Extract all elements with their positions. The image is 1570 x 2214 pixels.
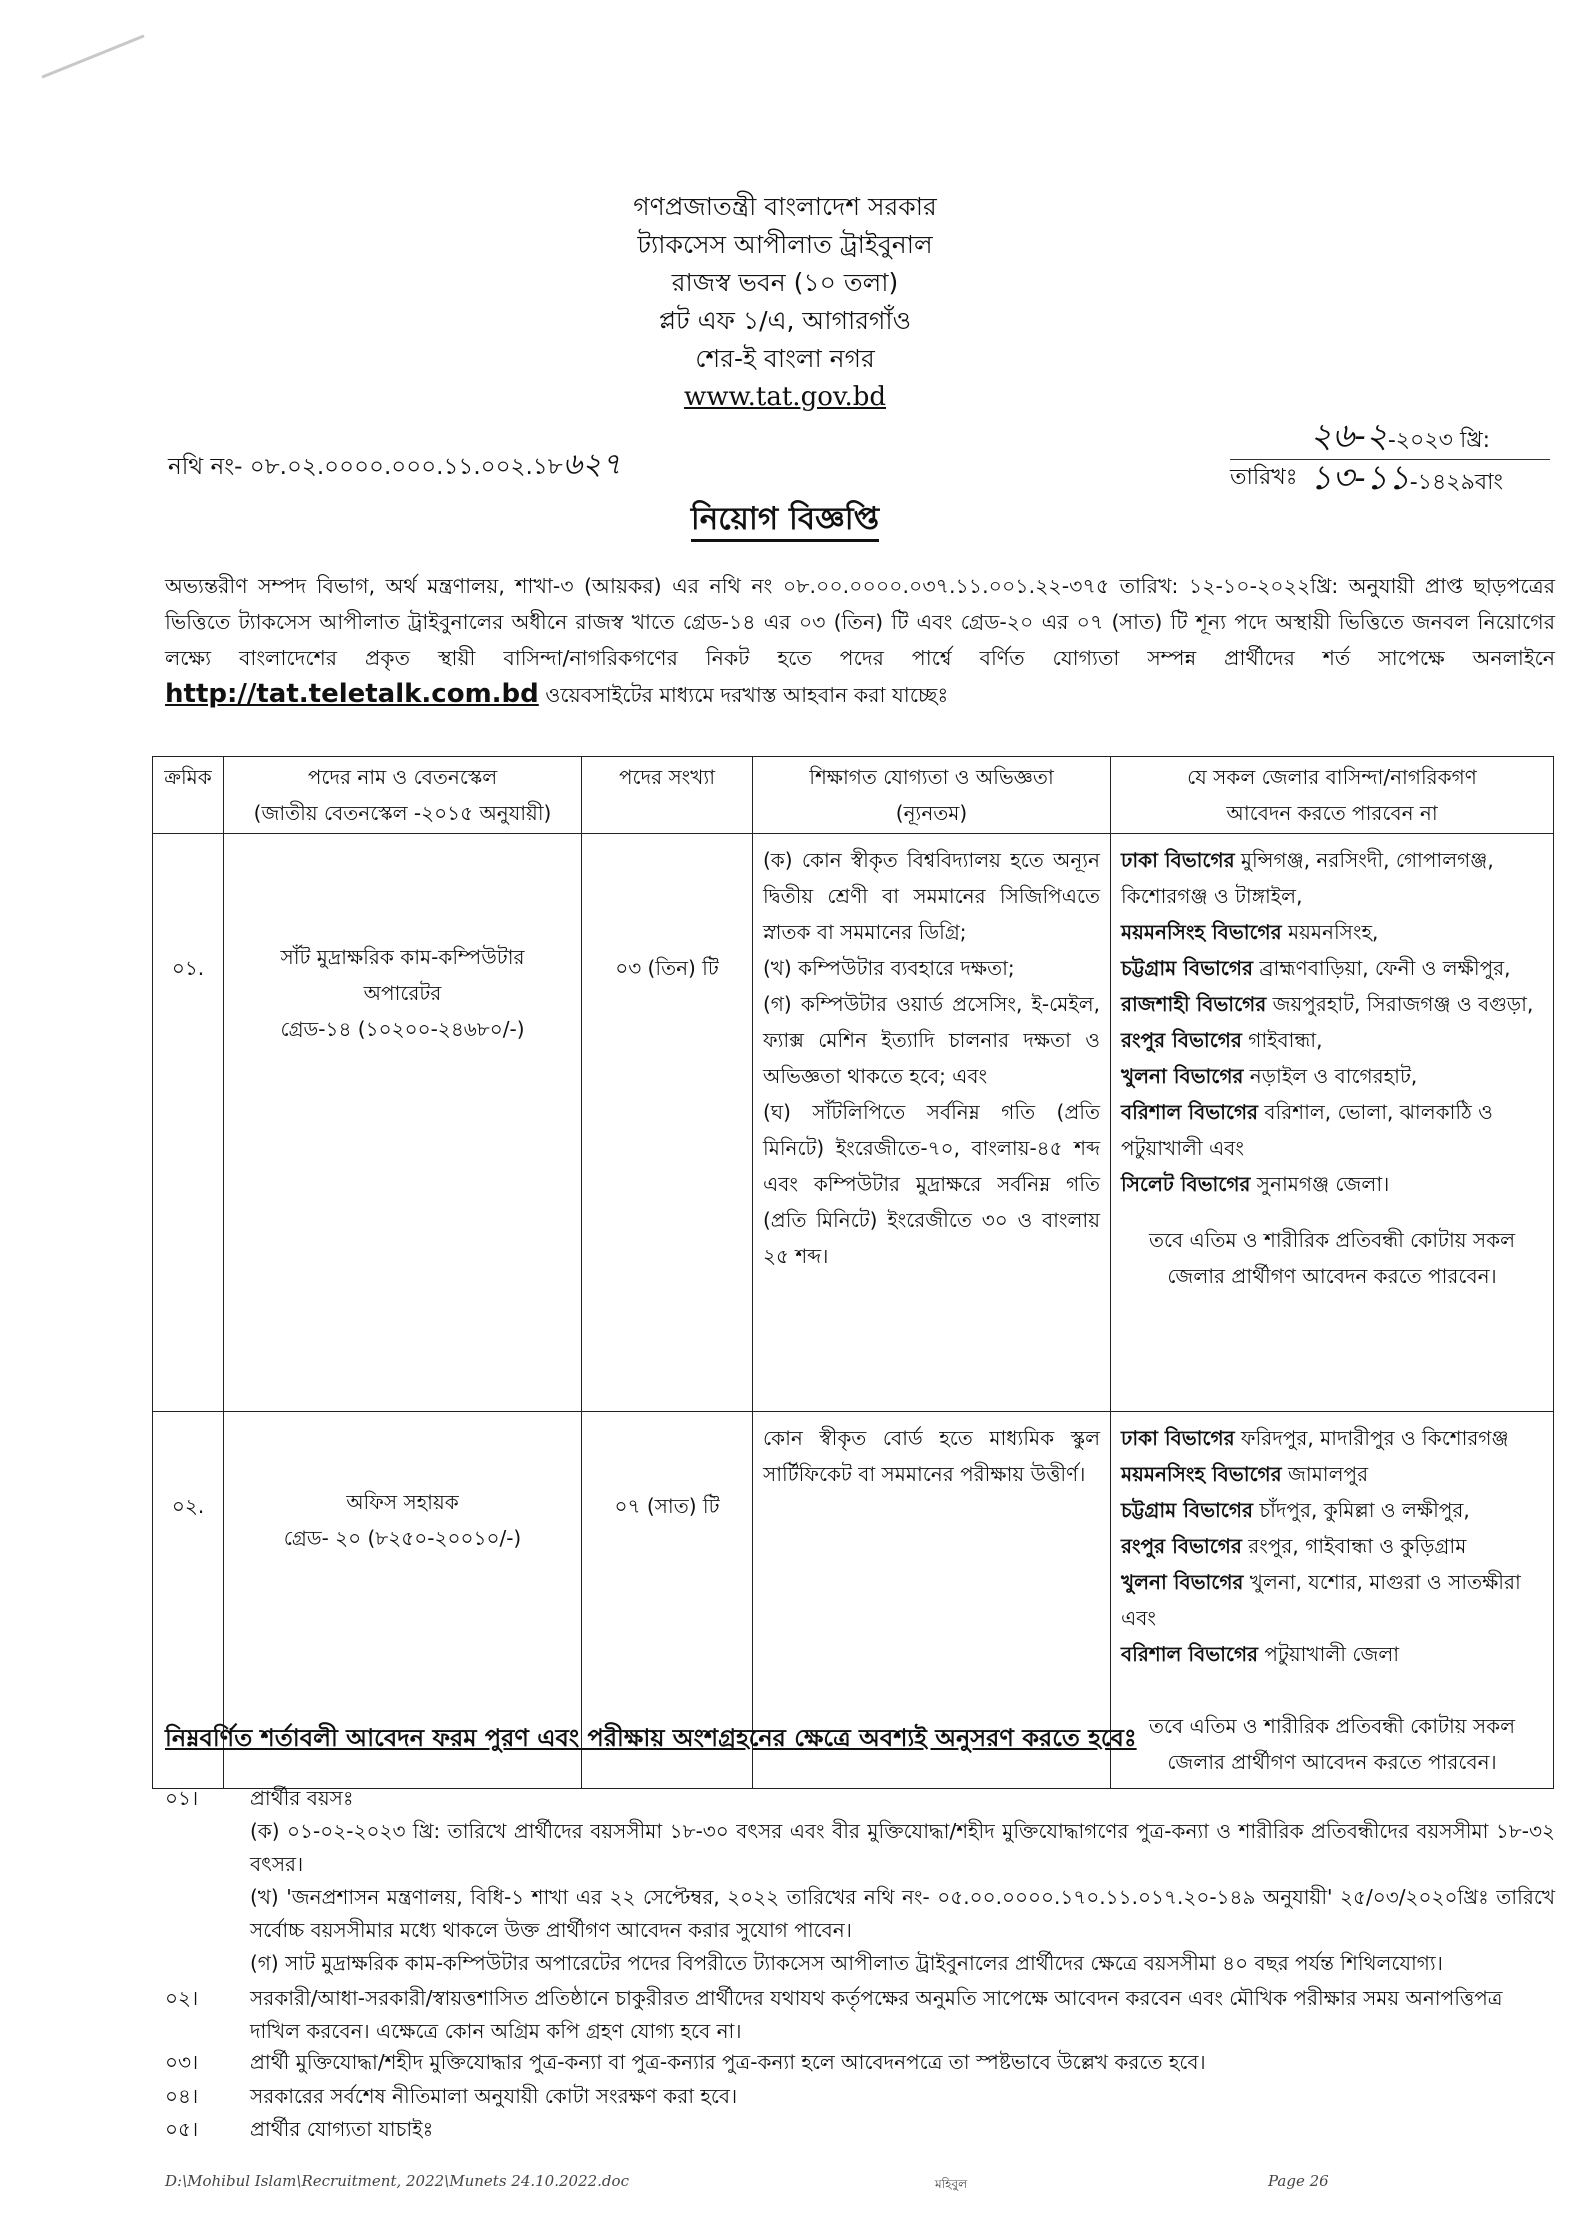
district-line: ঢাকা বিভাগের মুন্সিগঞ্জ, নরসিংদী, গোপালগঞ্জ, কিশোরগঞ্জ ও টাঙ্গাইল, bbox=[1121, 848, 1494, 908]
row-count: ০৭ (সাত) টি bbox=[582, 1412, 753, 1789]
header-line-building: রাজস্ব ভবন (১০ তলা) bbox=[671, 268, 899, 297]
header-website-link[interactable]: www.tat.gov.bd bbox=[683, 382, 887, 412]
header-line-plot: প্লট এফ ১/এ, আগারগাঁও bbox=[658, 306, 911, 335]
row-serial: ০১. bbox=[153, 834, 224, 1412]
conditions-title: নিম্নবর্ণিত শর্তাবলী আবেদন ফরম পুরণ এবং পরীক্ষায় অংশগ্রহনের ক্ষেত্রে অবশ্যই অনুসরণ করতে হবেঃ bbox=[165, 1724, 1137, 1752]
header-count: পদের সংখ্যা bbox=[582, 757, 753, 834]
date-label: তারিখঃ bbox=[1230, 465, 1298, 490]
apply-link[interactable]: http://tat.teletalk.com.bd bbox=[165, 679, 539, 709]
district-line: ময়মনসিংহ বিভাগের ময়মনসিংহ, bbox=[1121, 920, 1379, 944]
condition-number: ০৩। bbox=[165, 2050, 199, 2074]
header-districts: যে সকল জেলার বাসিন্দা/নাগরিকগণ আবেদন করতে পারবেন না bbox=[1111, 757, 1554, 834]
table-header-row bbox=[153, 757, 1554, 834]
row-serial: ০২. bbox=[153, 1412, 224, 1789]
condition-number: ০৫। bbox=[165, 2117, 199, 2141]
district-line: ঢাকা বিভাগের ফরিদপুর, মাদারীপুর ও কিশোরগঞ্জ bbox=[1121, 1426, 1509, 1450]
page-title-text: নিয়োগ বিজ্ঞপ্তি bbox=[691, 501, 879, 542]
table-row bbox=[153, 834, 1554, 1412]
quota-note: তবে এতিম ও শারীরিক প্রতিবন্ধী কোটায় সকল জেলার প্রার্থীগণ আবেদন করতে পারবেন। bbox=[1149, 1714, 1515, 1774]
row-post: সাঁট মুদ্রাক্ষরিক কাম-কম্পিউটার অপারেটর গ্রেড-১৪ (১০২০০-২৪৬৮০/-) bbox=[224, 834, 582, 1412]
qualification-item: (ক) কোন স্বীকৃত বিশ্ববিদ্যালয় হতে অন্যূন দ্বিতীয় শ্রেণী বা সমমানের সিজিপিএতে স্নাতক বা সমমানের ডিগ্রি; bbox=[763, 848, 1100, 944]
date-bangla-suffix: -১৪২৯বাং bbox=[1409, 470, 1503, 495]
district-line: খুলনা বিভাগের নড়াইল ও বাগেরহাট, bbox=[1121, 1064, 1418, 1088]
condition-item bbox=[165, 2113, 1555, 2146]
header-line-area: শের-ই বাংলা নগর bbox=[695, 344, 875, 373]
scan-mark bbox=[41, 35, 144, 79]
condition-item bbox=[165, 1982, 1555, 2048]
footer-page-number: Page 26 bbox=[1268, 2172, 1329, 2190]
condition-item bbox=[165, 2046, 1555, 2079]
condition-text: প্রার্থী মুক্তিযোদ্ধা/শহীদ মুক্তিযোদ্ধার পুত্র-কন্যা বা পুত্র-কন্যার পুত্র-কন্যা হলে আবেদনপত্রে তা স্পষ্টভাবে উল্লেখ করতে হবে। bbox=[250, 2050, 1206, 2074]
footer-initial: মহিবুল bbox=[935, 2177, 968, 2191]
row-qualification bbox=[753, 834, 1111, 1412]
condition-number: ০২। bbox=[165, 1986, 199, 2010]
district-line: সিলেট বিভাগের সুনামগঞ্জ জেলা। bbox=[1121, 1172, 1390, 1196]
header-line-govt: গণপ্রজাতন্ত্রী বাংলাদেশ সরকার bbox=[633, 192, 937, 221]
letterhead bbox=[0, 188, 1570, 416]
date-block bbox=[1230, 418, 1550, 501]
condition-sub-c: (গ) সাট মুদ্রাক্ষরিক কাম-কম্পিউটার অপারেটের পদের বিপরীতে ট্যাকসেস আপীলাত ট্রাইবুনালের প্রার্থীদের ক্ষেত্রে বয়সসীমা ৪০ বছর পর্যন্ত শিথিলযোগ্য। bbox=[250, 1951, 1443, 1975]
page-title bbox=[0, 495, 1570, 547]
condition-number: ০৪। bbox=[165, 2084, 199, 2108]
district-line: রাজশাহী বিভাগের জয়পুরহাট, সিরাজগঞ্জ ও বগুড়া, bbox=[1121, 992, 1534, 1016]
district-line: চট্টগ্রাম বিভাগের চাঁদপুর, কুমিল্লা ও লক্ষীপুর, bbox=[1121, 1498, 1470, 1522]
condition-sub-a: (ক) ০১-০২-২০২৩ খ্রি: তারিখে প্রার্থীদের বয়সসীমা ১৮-৩০ বৎসর এবং বীর মুক্তিযোদ্ধা/শহীদ মুক্তিযোদ্ধাগণের পুত্র-কন্যা ও শারীরিক প্রতিবন্ধীদের বয়সসীমা ১৮-৩২ বৎসর। bbox=[250, 1819, 1555, 1876]
header-serial: ক্রমিক bbox=[153, 757, 224, 834]
row-grade: গ্রেড- ২০ (৮২৫০-২০০১০/-) bbox=[283, 1526, 522, 1550]
vacancy-table bbox=[152, 756, 1554, 1789]
header-line-office: ট্যাকসেস আপীলাত ট্রাইবুনাল bbox=[637, 230, 933, 259]
district-line: বরিশাল বিভাগের বরিশাল, ভোলা, ঝালকাঠি ও পটুয়াখালী এবং bbox=[1121, 1100, 1493, 1160]
header-qualification: শিক্ষাগত যোগ্যতা ও অভিজ্ঞতা (ন্যূনতম) bbox=[753, 757, 1111, 834]
condition-item bbox=[165, 1782, 1555, 1980]
date-gregorian-handwritten: ২৬-২ bbox=[1310, 416, 1388, 456]
row-districts bbox=[1111, 1412, 1554, 1789]
qualification-item: (খ) কম্পিউটার ব্যবহারে দক্ষতা; bbox=[763, 956, 1015, 980]
memo-number-handwritten: ৬২৭ bbox=[562, 447, 622, 482]
row-districts bbox=[1111, 834, 1554, 1412]
row-count: ০৩ (তিন) টি bbox=[582, 834, 753, 1412]
qualification-item: (গ) কম্পিউটার ওয়ার্ড প্রসেসিং, ই-মেইল, ফ্যাক্স মেশিন ইত্যাদি চালনার দক্ষতা ও অভিজ্ঞতা থাকতে হবে; এবং bbox=[763, 992, 1100, 1088]
condition-text: সরকারী/আধা-সরকারী/স্বায়ত্তশাসিত প্রতিষ্ঠানে চাকুরীরত প্রার্থীদের যথাযথ কর্তৃপক্ষের অনুমতি সাপেক্ষে আবেদন করবেন এবং মৌখিক পরীক্ষার সময় অনাপত্তিপত্র দাখিল করবেন। এক্ষেত্রে কোন অগ্রিম কপি গ্রহণ যোগ্য হবে না। bbox=[250, 1986, 1503, 2043]
condition-text: প্রার্থীর বয়সঃ bbox=[250, 1786, 354, 1810]
condition-text: সরকারের সর্বশেষ নীতিমালা অনুযায়ী কোটা সংরক্ষণ করা হবে। bbox=[250, 2084, 738, 2108]
condition-item bbox=[165, 2080, 1555, 2113]
memo-number-text: নথি নং- ০৮.০২.০০০০.০০০.১১.০০২.১৮ bbox=[168, 454, 563, 480]
district-line: চট্টগ্রাম বিভাগের ব্রাহ্মণবাড়িয়া, ফেনী ও লক্ষীপুর, bbox=[1121, 956, 1511, 980]
district-line: খুলনা বিভাগের খুলনা, যশোর, মাগুরা ও সাতক্ষীরা এবং bbox=[1121, 1570, 1521, 1630]
intro-text-after: ওয়েবসাইটের মাধ্যমে দরখাস্ত আহবান করা যাচ্ছেঃ bbox=[538, 683, 949, 707]
condition-text: প্রার্থীর যোগ্যতা যাচাইঃ bbox=[250, 2117, 434, 2141]
row-grade: গ্রেড-১৪ (১০২০০-২৪৬৮০/-) bbox=[280, 1017, 525, 1041]
district-line: রংপুর বিভাগের গাইবান্ধা, bbox=[1121, 1028, 1323, 1052]
header-post: পদের নাম ও বেতনস্কেল (জাতীয় বেতনস্কেল -২০১৫ অনুযায়ী) bbox=[224, 757, 582, 834]
district-line: রংপুর বিভাগের রংপুর, গাইবান্ধা ও কুড়িগ্রাম bbox=[1121, 1534, 1467, 1558]
quota-note: তবে এতিম ও শারীরিক প্রতিবন্ধী কোটায় সকল জেলার প্রার্থীগণ আবেদন করতে পারবেন। bbox=[1149, 1228, 1515, 1288]
date-bangla-handwritten: ১৩-১১ bbox=[1310, 458, 1410, 498]
district-line: ময়মনসিংহ বিভাগের জামালপুর bbox=[1121, 1462, 1369, 1486]
condition-number: ০১। bbox=[165, 1786, 199, 1810]
memo-number bbox=[168, 440, 621, 491]
qualification-item: (ঘ) সাঁটলিপিতে সর্বনিম্ন গতি (প্রতি মিনিটে) ইংরেজীতে-৭০, বাংলায়-৪৫ শব্দ এবং কম্পিউটার মুদ্রাক্ষরে সর্বনিম্ন গতি (প্রতি মিনিটে) ইংরেজীতে ৩০ ও বাংলায় ২৫ শব্দ। bbox=[763, 1100, 1100, 1268]
intro-paragraph bbox=[165, 568, 1555, 713]
row-post: অফিস সহায়ক গ্রেড- ২০ (৮২৫০-২০০১০/-) bbox=[224, 1412, 582, 1789]
row-qualification: কোন স্বীকৃত বোর্ড হতে মাধ্যমিক স্কুল সার্টিফিকেট বা সমমানের পরীক্ষায় উত্তীর্ণ। bbox=[753, 1412, 1111, 1789]
district-line: বরিশাল বিভাগের পটুয়াখালী জেলা bbox=[1121, 1642, 1400, 1666]
date-gregorian-suffix: -২০২৩ খ্রি: bbox=[1387, 428, 1491, 453]
footer-file-path: D:\Mohibul Islam\Recruitment, 2022\Munets 24.10.2022.doc bbox=[165, 2172, 629, 2190]
intro-text: অভ্যন্তরীণ সম্পদ বিভাগ, অর্থ মন্ত্রণালয়, শাখা-৩ (আয়কর) এর নথি নং ০৮.০০.০০০০.০৩৭.১১.০০১.২২-৩৭৫ তারিখ: ১২-১০-২০২২খ্রি: অনুযায়ী প্রাপ্ত ছাড়পত্রের ভিত্তিতে ট্যাকসেস আপীলাত ট্রাইবুনালের অধীনে রাজস্ব খাতে গ্রেড-১৪ এর ০৩ (তিন) টি এবং গ্রেড-২০ এর ০৭ (সাত) টি শূন্য পদে অস্থায়ী ভিত্তিতে জনবল নিয়োগের লক্ষ্যে বাংলাদেশের প্রকৃত স্থায়ী বাসিন্দা/নাগরিকগণের নিকট হতে পদের পার্শ্বে বর্ণিত যোগ্যতা সম্পন্ন প্রার্থীদের শর্ত সাপেক্ষে অনলাইনে bbox=[165, 574, 1556, 670]
condition-sub-b: (খ) 'জনপ্রশাসন মন্ত্রণালয়, বিধি-১ শাখা এর ২২ সেপ্টেম্বর, ২০২২ তারিখের নথি নং- ০৫.০০.০০০০.১৭০.১১.০১৭.২০-১৪৯ অনুযায়ী' ২৫/০৩/২০২০খ্রিঃ তারিখে সর্বোচ্চ বয়সসীমার মধ্যে থাকলে উক্ত প্রার্থীগণ আবেদন করার সুযোগ পাবেন। bbox=[250, 1885, 1555, 1942]
